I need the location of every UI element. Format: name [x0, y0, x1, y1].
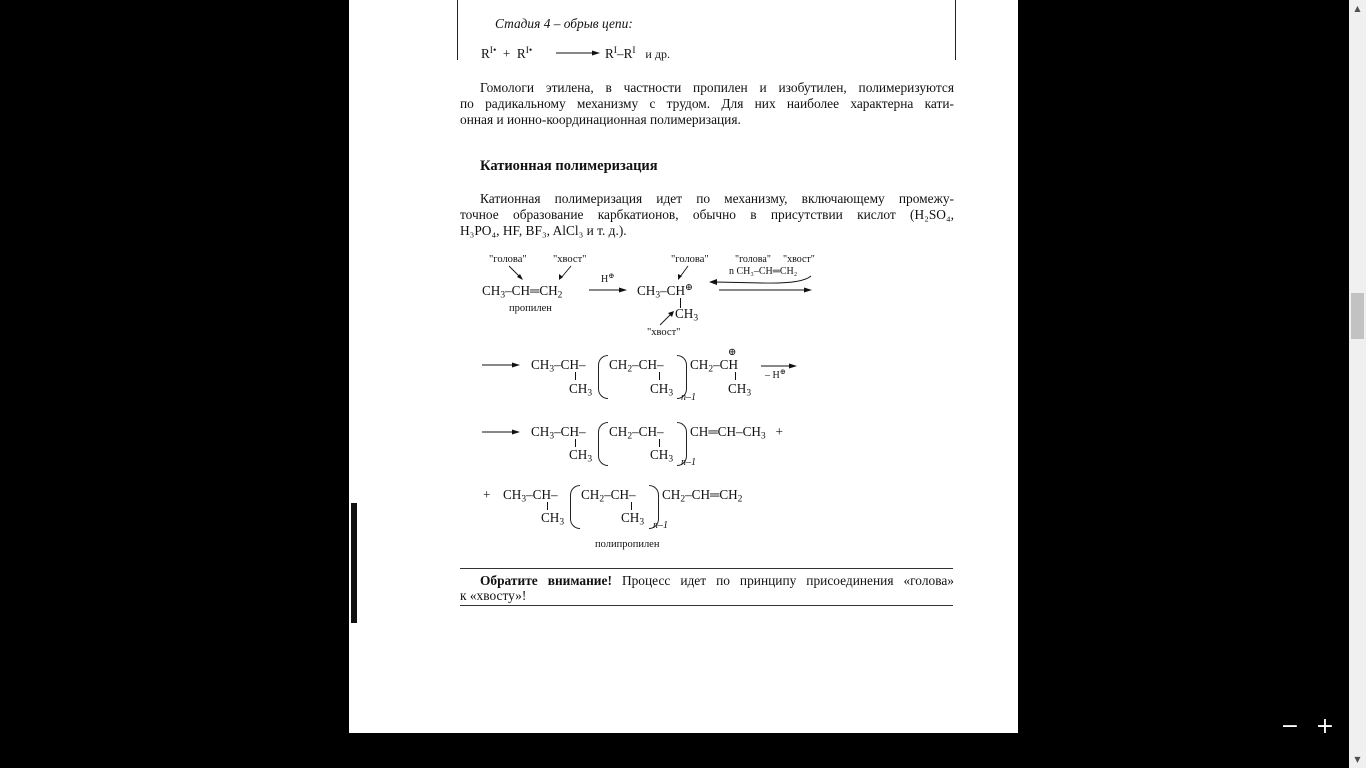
pointer-arrows-icon	[499, 264, 579, 284]
pointer-arrow-icon	[674, 264, 694, 284]
bond-line	[735, 372, 736, 380]
methyl-row2-b: $CH_3$	[650, 381, 674, 399]
n-monomer-formula: n CH₃–CH═CH₂	[729, 266, 798, 277]
zoom-in-button[interactable]: +	[1315, 714, 1335, 739]
bond-line	[575, 439, 576, 447]
stage4-title: Стадия 4 – обрыв цепи:	[495, 16, 633, 31]
subscript-n1: n–1	[653, 520, 668, 531]
label-head-1: "голова"	[489, 254, 527, 265]
repeat-unit-row2: $CH_2-CH-$	[609, 357, 664, 375]
bond-line	[659, 372, 660, 380]
note-rule-top	[460, 568, 953, 569]
pointer-arrow-icon	[654, 309, 678, 329]
note-line2: к «хвосту»!	[460, 588, 527, 603]
carbocation-methyl: $CH_3$	[675, 306, 699, 324]
vertical-scrollbar[interactable]	[1349, 0, 1366, 768]
scroll-down-arrow-icon[interactable]: ▼	[1354, 755, 1361, 764]
methyl-row4-b: $CH_3$	[621, 510, 645, 528]
paragraph2-line2: точное образование карбкатионов, обычно в присутствии кислот (H₂SO₄,	[460, 207, 954, 222]
arrow-icon	[554, 48, 602, 58]
label-head-3: "голова"	[735, 254, 771, 265]
minus-h-label: – H⊕	[765, 368, 786, 381]
bond-line	[547, 502, 548, 510]
cation-charge: ⊕	[728, 347, 737, 358]
subscript-n1: n–1	[681, 457, 696, 468]
stage4-product: $R^I-R^I$ и др.	[605, 45, 670, 61]
repeat-unit-row3: $CH_2-CH-$	[609, 424, 664, 442]
page-bottom-shadow	[349, 733, 1013, 768]
end-group-row4: $CH_2-CH═CH_2$	[662, 487, 743, 505]
polypropylene-name: полипропилен	[595, 539, 660, 550]
propylene-name: пропилен	[509, 303, 552, 314]
arrow-icon	[717, 285, 815, 295]
arrow-icon	[480, 360, 522, 370]
subscript-n1: n–1	[681, 392, 696, 403]
methyl-row4-a: $CH_3$	[541, 510, 565, 528]
label-tail-2: "хвост"	[647, 327, 681, 338]
label-head-2: "голова"	[671, 254, 709, 265]
stage4-equation: $R^{I•} + R^{I•}$	[481, 45, 533, 61]
end-group-row3: $CH═CH-CH_3$ +	[690, 424, 783, 442]
paragraph1-line2: по радикальному механизму с трудом. Для них наиболее характерна кати-	[460, 96, 954, 111]
note-bold: Обратите внимание!	[480, 573, 612, 588]
chain-row4: $CH_3-CH-$	[503, 487, 558, 505]
bond-line	[575, 372, 576, 380]
paragraph2-line3: H₃PO₄, HF, BF₃, AlCl₃ и т. д.).	[460, 223, 627, 238]
end-group-row2: $CH_2-CH$	[690, 357, 738, 375]
bond-line	[659, 439, 660, 447]
document-page	[349, 0, 1018, 733]
label-tail-1: "хвост"	[553, 254, 587, 265]
chain-row3: $CH_3-CH-$	[531, 424, 586, 442]
arrow-icon	[480, 427, 522, 437]
zoom-out-button[interactable]: −	[1280, 714, 1300, 739]
methyl-row2-c: $CH_3$	[728, 381, 752, 399]
plus-sign: +	[483, 487, 491, 502]
arrow-icon	[587, 285, 629, 295]
scroll-up-arrow-icon[interactable]: ▲	[1354, 4, 1361, 13]
section-heading: Катионная полимеризация	[480, 158, 658, 174]
frame-line-left	[457, 0, 458, 60]
carbocation-formula: $CH_3-CH^\oplus$	[637, 282, 693, 301]
bracket-left	[598, 422, 608, 466]
binding-mark	[351, 503, 357, 623]
bracket-left	[598, 355, 608, 399]
bracket-left	[570, 485, 580, 529]
h-plus-label: H⊕	[601, 272, 615, 285]
note-rule-bottom	[460, 605, 953, 606]
frame-line-right	[955, 0, 956, 60]
paragraph1-line1: Гомологи этилена, в частности пропилен и изобутилен, полимеризуются	[480, 80, 954, 95]
scrollbar-thumb[interactable]	[1351, 293, 1364, 339]
chain-row2: $CH_3-CH-$	[531, 357, 586, 375]
methyl-row2-a: $CH_3$	[569, 381, 593, 399]
note-line1: Обратите внимание! Процесс идет по принципу присоединения «голова»	[480, 573, 954, 588]
label-tail-3: "хвост"	[783, 254, 815, 265]
repeat-unit-row4: $CH_2-CH-$	[581, 487, 636, 505]
methyl-row3-b: $CH_3$	[650, 447, 674, 465]
methyl-row3-a: $CH_3$	[569, 447, 593, 465]
bond-line	[631, 502, 632, 510]
paragraph1-line3: онная и ионно-координационная полимеризация.	[460, 112, 741, 127]
propylene-formula: $CH_3-CH═CH_2$	[482, 283, 563, 301]
paragraph2-line1: Катионная полимеризация идет по механизму, включающему промежу-	[480, 191, 954, 206]
